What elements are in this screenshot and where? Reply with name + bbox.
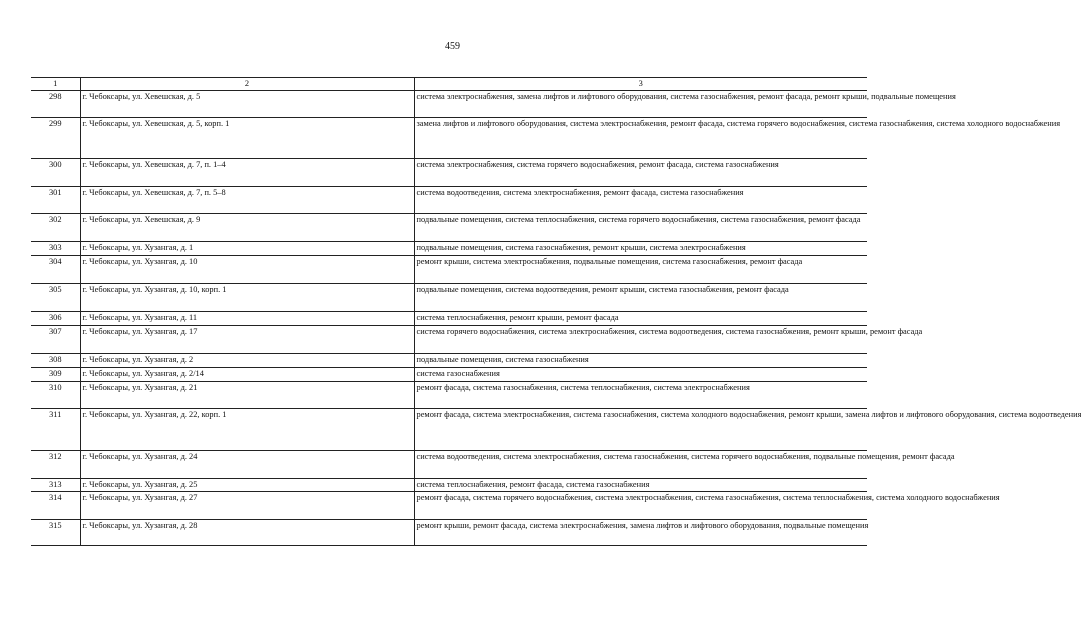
table-row [31, 214, 867, 242]
row-works: система теплоснабжения, ремонт крыши, ремонт фасада [414, 312, 867, 326]
row-works: ремонт фасада, система горячего водоснабжения, система электроснабжения, система газоснабжения, система теплоснабжения, система холодного водоснабжения [414, 492, 867, 520]
table-row [31, 478, 867, 492]
table-row [31, 408, 867, 450]
row-number: 305 [31, 284, 80, 312]
table-row [31, 450, 867, 478]
row-address: г. Чебоксары, ул. Хевешская, д. 9 [80, 214, 414, 242]
row-works: подвальные помещения, система газоснабжения [414, 354, 867, 368]
row-works: ремонт крыши, ремонт фасада, система электроснабжения, замена лифтов и лифтового оборудования, подвальные помещения [414, 520, 867, 546]
row-number: 303 [31, 242, 80, 256]
row-address: г. Чебоксары, ул. Хузангая, д. 10 [80, 256, 414, 284]
row-works: ремонт фасада, система электроснабжения, система газоснабжения, система холодного водоснабжения, ремонт крыши, замена лифтов и лифтового оборудования, система водоотведения [414, 408, 867, 450]
row-works: замена лифтов и лифтового оборудования, система электроснабжения, ремонт фасада, система горячего водоснабжения, система газоснабжения, система холодного водоснабжения [414, 118, 867, 159]
row-number: 306 [31, 312, 80, 326]
row-address: г. Чебоксары, ул. Хузангая, д. 2/14 [80, 368, 414, 382]
table-row [31, 159, 867, 187]
row-works: система водоотведения, система электроснабжения, система газоснабжения, система горячего водоснабжения, подвальные помещения, ремонт фасада [414, 450, 867, 478]
row-address: г. Чебоксары, ул. Хевешская, д. 5 [80, 91, 414, 118]
row-number: 308 [31, 354, 80, 368]
table-row [31, 312, 867, 326]
column-header-address: 2 [80, 78, 414, 91]
row-number: 312 [31, 450, 80, 478]
column-header-number: 1 [31, 78, 80, 91]
row-number: 301 [31, 187, 80, 214]
row-number: 299 [31, 118, 80, 159]
row-address: г. Чебоксары, ул. Хузангая, д. 27 [80, 492, 414, 520]
table-header-row [31, 78, 867, 91]
table-row [31, 91, 867, 118]
table-row [31, 520, 867, 546]
table-row [31, 187, 867, 214]
column-header-works: 3 [414, 78, 867, 91]
row-works: ремонт крыши, система электроснабжения, подвальные помещения, система газоснабжения, ремонт фасада [414, 256, 867, 284]
row-works: подвальные помещения, система водоотведения, ремонт крыши, система газоснабжения, ремонт фасада [414, 284, 867, 312]
row-number: 314 [31, 492, 80, 520]
page-number: 459 [445, 41, 460, 52]
row-works: система водоотведения, система электроснабжения, ремонт фасада, система газоснабжения [414, 187, 867, 214]
row-works: система электроснабжения, замена лифтов и лифтового оборудования, система газоснабжения, ремонт фасада, ремонт крыши, подвальные помещения [414, 91, 867, 118]
row-address: г. Чебоксары, ул. Хузангая, д. 11 [80, 312, 414, 326]
row-address: г. Чебоксары, ул. Хузангая, д. 2 [80, 354, 414, 368]
row-address: г. Чебоксары, ул. Хузангая, д. 1 [80, 242, 414, 256]
row-address: г. Чебоксары, ул. Хузангая, д. 10, корп. 1 [80, 284, 414, 312]
row-number: 311 [31, 408, 80, 450]
row-address: г. Чебоксары, ул. Хузангая, д. 24 [80, 450, 414, 478]
table-row [31, 368, 867, 382]
row-number: 315 [31, 520, 80, 546]
row-address: г. Чебоксары, ул. Хузангая, д. 22, корп. 1 [80, 408, 414, 450]
row-address: г. Чебоксары, ул. Хузангая, д. 25 [80, 478, 414, 492]
row-address: г. Чебоксары, ул. Хузангая, д. 17 [80, 326, 414, 354]
row-works: система газоснабжения [414, 368, 867, 382]
row-number: 304 [31, 256, 80, 284]
row-number: 309 [31, 368, 80, 382]
row-number: 313 [31, 478, 80, 492]
row-number: 300 [31, 159, 80, 187]
row-number: 307 [31, 326, 80, 354]
row-number: 302 [31, 214, 80, 242]
row-works: система электроснабжения, система горячего водоснабжения, ремонт фасада, система газоснабжения [414, 159, 867, 187]
row-works: система горячего водоснабжения, система электроснабжения, система водоотведения, система газоснабжения, ремонт крыши, ремонт фасада [414, 326, 867, 354]
table-row [31, 381, 867, 408]
row-address: г. Чебоксары, ул. Хевешская, д. 7, п. 1–4 [80, 159, 414, 187]
row-works: подвальные помещения, система теплоснабжения, система горячего водоснабжения, система газоснабжения, ремонт фасада [414, 214, 867, 242]
row-works: подвальные помещения, система газоснабжения, ремонт крыши, система электроснабжения [414, 242, 867, 256]
row-works: система теплоснабжения, ремонт фасада, система газоснабжения [414, 478, 867, 492]
row-number: 298 [31, 91, 80, 118]
row-address: г. Чебоксары, ул. Хузангая, д. 28 [80, 520, 414, 546]
row-address: г. Чебоксары, ул. Хевешская, д. 7, п. 5–8 [80, 187, 414, 214]
table-row [31, 256, 867, 284]
table-row [31, 354, 867, 368]
table-row [31, 492, 867, 520]
row-address: г. Чебоксары, ул. Хузангая, д. 21 [80, 381, 414, 408]
row-works: ремонт фасада, система газоснабжения, система теплоснабжения, система электроснабжения [414, 381, 867, 408]
row-number: 310 [31, 381, 80, 408]
table-row [31, 326, 867, 354]
table-row [31, 242, 867, 256]
address-works-table [31, 77, 1081, 546]
row-address: г. Чебоксары, ул. Хевешская, д. 5, корп. 1 [80, 118, 414, 159]
table-row [31, 284, 867, 312]
table-row [31, 118, 867, 159]
